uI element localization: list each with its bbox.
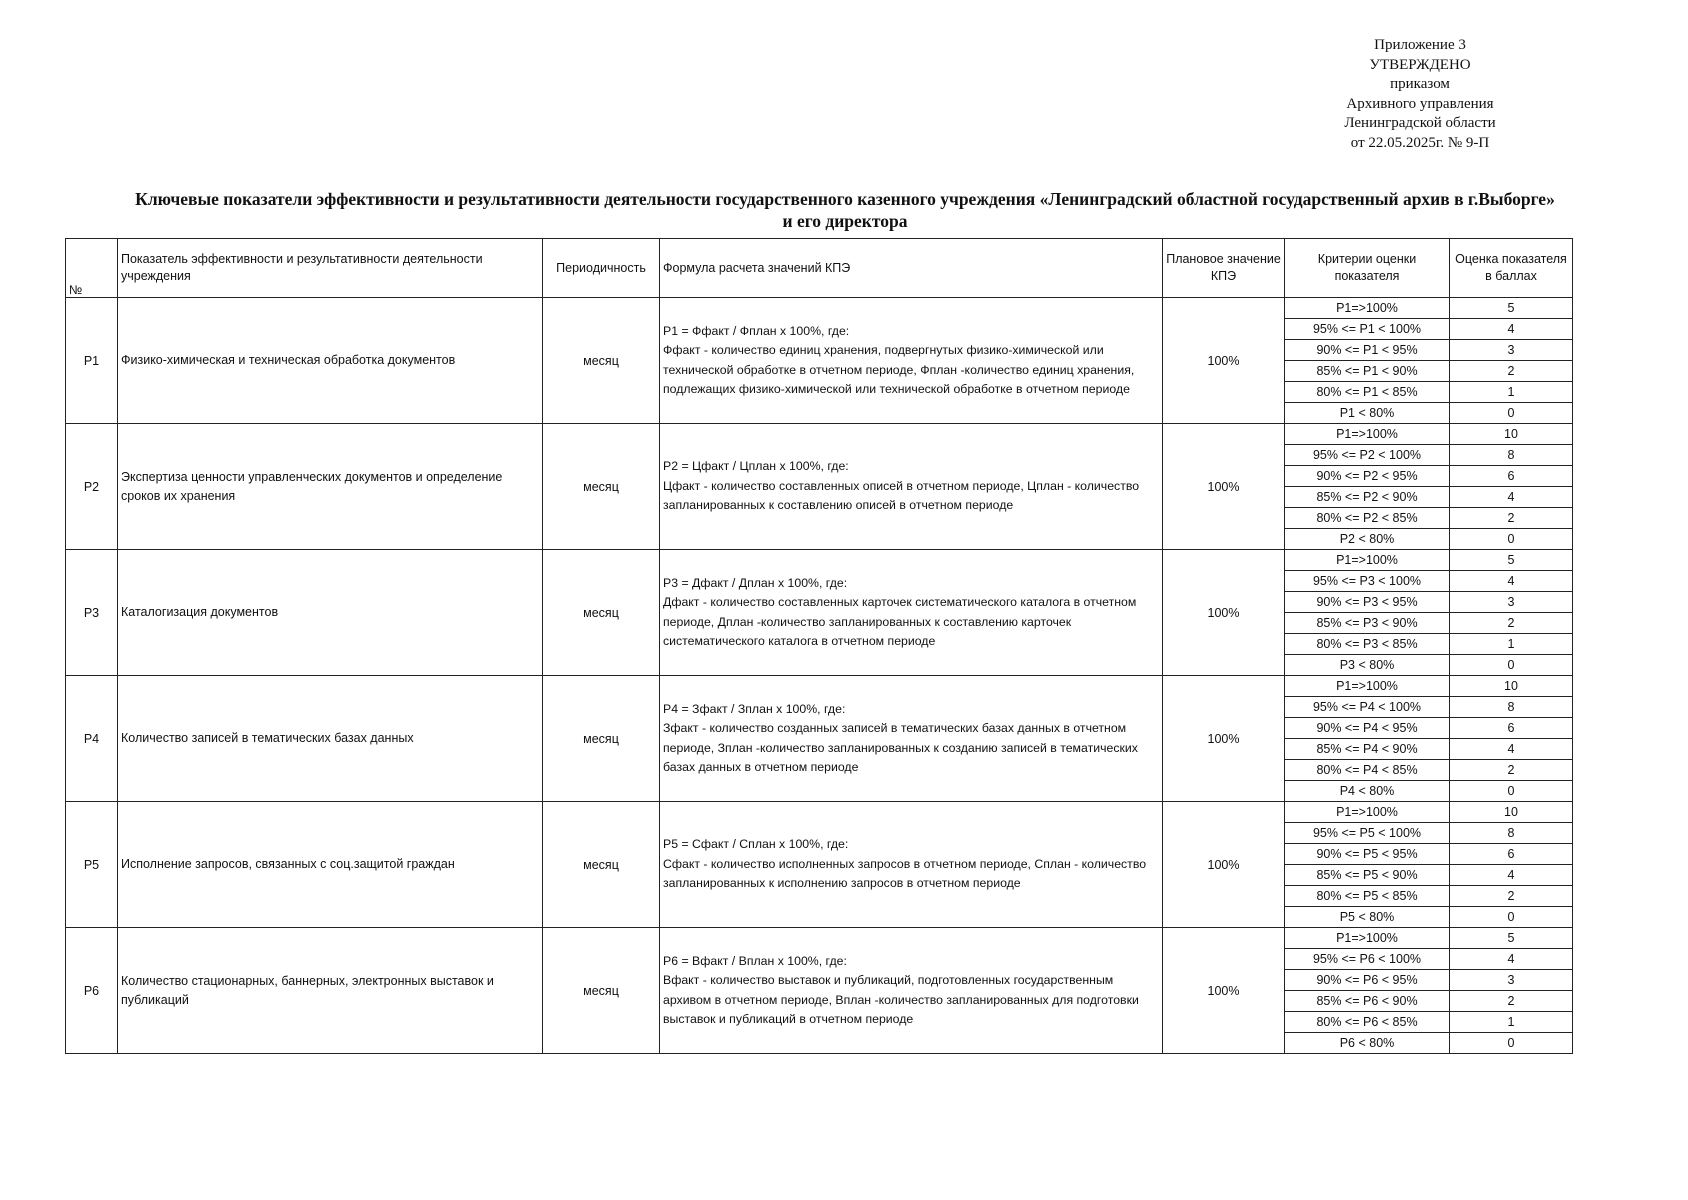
kpi-criterion: 80% <= P2 < 85% <box>1285 508 1450 529</box>
kpi-score: 8 <box>1450 823 1573 844</box>
kpi-score: 3 <box>1450 970 1573 991</box>
kpi-score: 6 <box>1450 844 1573 865</box>
kpi-score: 2 <box>1450 613 1573 634</box>
kpi-score: 1 <box>1450 382 1573 403</box>
kpi-criterion: 90% <= P2 < 95% <box>1285 466 1450 487</box>
kpi-score: 2 <box>1450 508 1573 529</box>
kpi-score: 2 <box>1450 760 1573 781</box>
kpi-score: 10 <box>1450 424 1573 445</box>
kpi-row <box>66 298 1573 319</box>
kpi-criterion: 90% <= P3 < 95% <box>1285 592 1450 613</box>
kpi-formula: P2 = Цфакт / Цплан х 100%, где: Цфакт - количество составленных описей в отчетном периоде, Цплан - количество запланированных к составлению описей в отчетном периоде <box>660 424 1163 550</box>
kpi-criterion: 95% <= P2 < 100% <box>1285 445 1450 466</box>
kpi-criterion: 85% <= P1 < 90% <box>1285 361 1450 382</box>
header-criteria: Критерии оценки показателя <box>1285 239 1450 298</box>
kpi-score: 5 <box>1450 298 1573 319</box>
header-periodicity: Периодичность <box>543 239 660 298</box>
kpi-criterion: 85% <= P3 < 90% <box>1285 613 1450 634</box>
kpi-score: 5 <box>1450 928 1573 949</box>
kpi-formula: P6 = Вфакт / Вплан х 100%, где: Вфакт - количество выставок и публикаций, подготовленных государственным архивом в отчетном периоде, Вплан -количество запланированных для подготовки выставок и публикаций в отчетном периоде <box>660 928 1163 1054</box>
kpi-row <box>66 802 1573 823</box>
kpi-score: 0 <box>1450 907 1573 928</box>
kpi-plan-value: 100% <box>1163 298 1285 424</box>
kpi-plan-value: 100% <box>1163 550 1285 676</box>
document-title-line-2: и его директора <box>782 211 908 231</box>
kpi-row <box>66 676 1573 697</box>
kpi-score: 3 <box>1450 592 1573 613</box>
approval-line: Архивного управления <box>1346 95 1494 112</box>
kpi-score: 0 <box>1450 781 1573 802</box>
header-score: Оценка показателя в баллах <box>1450 239 1573 298</box>
kpi-id: P3 <box>66 550 118 676</box>
kpi-criterion: P1=>100% <box>1285 928 1450 949</box>
kpi-score: 4 <box>1450 487 1573 508</box>
kpi-score: 10 <box>1450 802 1573 823</box>
kpi-score: 4 <box>1450 571 1573 592</box>
document-title <box>40 188 1650 232</box>
kpi-periodicity: месяц <box>543 676 660 802</box>
kpi-criterion: 90% <= P6 < 95% <box>1285 970 1450 991</box>
kpi-score: 0 <box>1450 403 1573 424</box>
kpi-name: Экспертиза ценности управленческих документов и определение сроков их хранения <box>118 424 543 550</box>
kpi-criterion: P1=>100% <box>1285 550 1450 571</box>
kpi-score: 0 <box>1450 1033 1573 1054</box>
kpi-criterion: 85% <= P6 < 90% <box>1285 991 1450 1012</box>
kpi-name: Физико-химическая и техническая обработка документов <box>118 298 543 424</box>
kpi-criterion: 95% <= P1 < 100% <box>1285 319 1450 340</box>
kpi-score: 4 <box>1450 949 1573 970</box>
kpi-criterion: P1=>100% <box>1285 802 1450 823</box>
kpi-score: 8 <box>1450 445 1573 466</box>
kpi-plan-value: 100% <box>1163 676 1285 802</box>
kpi-id: P6 <box>66 928 118 1054</box>
kpi-criterion: 95% <= P4 < 100% <box>1285 697 1450 718</box>
kpi-criterion: P2 < 80% <box>1285 529 1450 550</box>
header-num: № <box>66 239 118 298</box>
kpi-criterion: 90% <= P5 < 95% <box>1285 844 1450 865</box>
kpi-criterion: 80% <= P4 < 85% <box>1285 760 1450 781</box>
kpi-formula: P3 = Дфакт / Дплан х 100%, где: Дфакт - количество составленных карточек систематического каталога в отчетном периоде, Дплан -количество запланированных к составлению карточек систематического каталога в отчетном периоде <box>660 550 1163 676</box>
kpi-periodicity: месяц <box>543 802 660 928</box>
kpi-name: Каталогизация документов <box>118 550 543 676</box>
kpi-score: 0 <box>1450 529 1573 550</box>
kpi-score: 2 <box>1450 991 1573 1012</box>
header-indicator: Показатель эффективности и результативности деятельности учреждения <box>118 239 543 298</box>
kpi-criterion: P5 < 80% <box>1285 907 1450 928</box>
kpi-score: 4 <box>1450 865 1573 886</box>
kpi-score: 10 <box>1450 676 1573 697</box>
table-header-row <box>66 239 1573 298</box>
approval-line: приказом <box>1390 76 1450 92</box>
kpi-criterion: 90% <= P4 < 95% <box>1285 718 1450 739</box>
kpi-criterion: 85% <= P4 < 90% <box>1285 739 1450 760</box>
kpi-formula: P1 = Ффакт / Фплан х 100%, где: Ффакт - количество единиц хранения, подвергнутых физико-химической или технической обработке в отчетном периоде, Фплан -количество единиц хранения, подлежащих физико-химической или технической обработке в отчетном периоде <box>660 298 1163 424</box>
kpi-id: P5 <box>66 802 118 928</box>
approval-line: от 22.05.2025г. № 9-П <box>1350 134 1490 151</box>
header-formula: Формула расчета значений КПЭ <box>660 239 1163 298</box>
kpi-criterion: 90% <= P1 < 95% <box>1285 340 1450 361</box>
approval-block <box>1300 36 1540 153</box>
kpi-criterion: P1=>100% <box>1285 424 1450 445</box>
kpi-name: Количество стационарных, баннерных, электронных выставок и публикаций <box>118 928 543 1054</box>
kpi-plan-value: 100% <box>1163 802 1285 928</box>
kpi-formula: P5 = Сфакт / Сплан х 100%, где: Сфакт - количество исполненных запросов в отчетном периоде, Сплан - количество запланированных к исполнению запросов в отчетном периоде <box>660 802 1163 928</box>
kpi-score: 6 <box>1450 466 1573 487</box>
kpi-score: 4 <box>1450 739 1573 760</box>
approval-line: Приложение 3 <box>1374 37 1466 53</box>
kpi-criterion: 85% <= P5 < 90% <box>1285 865 1450 886</box>
kpi-row <box>66 928 1573 949</box>
kpi-periodicity: месяц <box>543 424 660 550</box>
kpi-row <box>66 424 1573 445</box>
kpi-score: 1 <box>1450 1012 1573 1033</box>
kpi-score: 5 <box>1450 550 1573 571</box>
kpi-criterion: 80% <= P5 < 85% <box>1285 886 1450 907</box>
kpi-criterion: P1=>100% <box>1285 298 1450 319</box>
kpi-table <box>65 238 1573 1054</box>
kpi-score: 6 <box>1450 718 1573 739</box>
kpi-criterion: 95% <= P5 < 100% <box>1285 823 1450 844</box>
kpi-name: Исполнение запросов, связанных с соц.защитой граждан <box>118 802 543 928</box>
kpi-id: P4 <box>66 676 118 802</box>
approval-line: Ленинградской области <box>1344 115 1496 131</box>
approval-line: УТВЕРЖДЕНО <box>1369 56 1471 73</box>
kpi-criterion: 85% <= P2 < 90% <box>1285 487 1450 508</box>
kpi-criterion: P6 < 80% <box>1285 1033 1450 1054</box>
kpi-criterion: 95% <= P6 < 100% <box>1285 949 1450 970</box>
kpi-id: P1 <box>66 298 118 424</box>
header-plan-value: Плановое значение КПЭ <box>1163 239 1285 298</box>
kpi-id: P2 <box>66 424 118 550</box>
kpi-criterion: P1=>100% <box>1285 676 1450 697</box>
kpi-plan-value: 100% <box>1163 928 1285 1054</box>
kpi-score: 0 <box>1450 655 1573 676</box>
kpi-table-body <box>66 298 1573 1054</box>
kpi-periodicity: месяц <box>543 550 660 676</box>
kpi-score: 1 <box>1450 634 1573 655</box>
kpi-criterion: 80% <= P3 < 85% <box>1285 634 1450 655</box>
kpi-periodicity: месяц <box>543 928 660 1054</box>
kpi-criterion: P3 < 80% <box>1285 655 1450 676</box>
kpi-name: Количество записей в тематических базах данных <box>118 676 543 802</box>
kpi-score: 8 <box>1450 697 1573 718</box>
kpi-row <box>66 550 1573 571</box>
kpi-score: 2 <box>1450 886 1573 907</box>
kpi-score: 4 <box>1450 319 1573 340</box>
kpi-periodicity: месяц <box>543 298 660 424</box>
kpi-score: 3 <box>1450 340 1573 361</box>
kpi-formula: P4 = Зфакт / Зплан х 100%, где: Зфакт - количество созданных записей в тематических базах данных в отчетном периоде, Зплан -количество запланированных к созданию записей в тематических базах данных в отчетном периоде <box>660 676 1163 802</box>
kpi-score: 2 <box>1450 361 1573 382</box>
document-title-line-1: Ключевые показатели эффективности и результативности деятельности государственного казенного учреждения «Ленинградский областной государственный архив в г.Выборге» <box>135 189 1555 209</box>
kpi-criterion: P1 < 80% <box>1285 403 1450 424</box>
kpi-criterion: 95% <= P3 < 100% <box>1285 571 1450 592</box>
kpi-criterion: 80% <= P6 < 85% <box>1285 1012 1450 1033</box>
kpi-criterion: 80% <= P1 < 85% <box>1285 382 1450 403</box>
kpi-plan-value: 100% <box>1163 424 1285 550</box>
kpi-criterion: P4 < 80% <box>1285 781 1450 802</box>
